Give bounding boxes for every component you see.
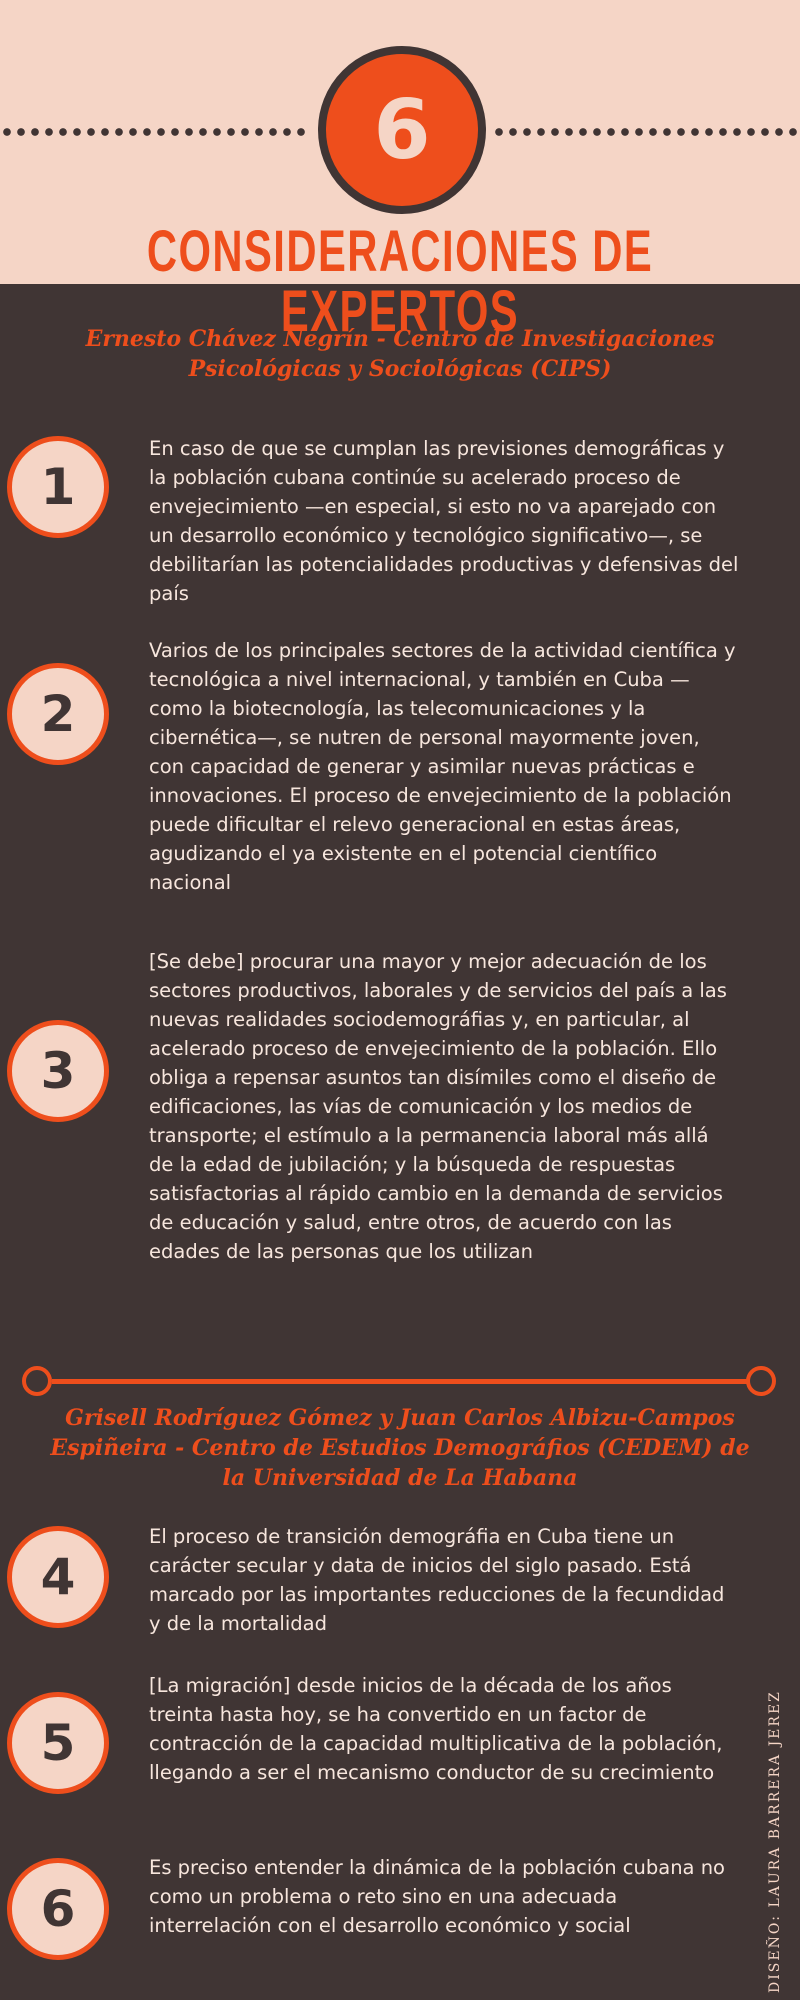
number-badge-1: 1 (7, 436, 109, 538)
header-number-badge: 6 (318, 46, 486, 214)
item-text-4: El proceso de transición demográfia en Cuba tiene un carácter secular y data de inicios del siglo pasado. Está marcado por las importantes reducciones de la fecundidad y de la mortalidad (149, 1525, 725, 1635)
number-badge-6: 6 (7, 1858, 109, 1960)
item-text-3: [Se debe] procurar una mayor y mejor adecuación de los sectores productivos, laborales y de servicios del país a las nuevas realidades sociodemográfias y, en particular, al acelerado proceso de envejecimiento de la población. Ello obliga a repensar asuntos tan disímiles como el diseño de edificaciones, las vías de comunicación y los medios de transporte; el estímulo a la permanencia laboral más allá de la edad de jubilación; y la búsqueda de respuestas satisfactorias al rápido cambio en la demanda de servicios de educación y salud, entre otros, de acuerdo con las edades de las personas que los utilizan (149, 950, 727, 1263)
dotted-line-left (0, 128, 308, 136)
header-banner (0, 0, 800, 344)
section1-title: Ernesto Chávez Negrín - Centro de Investigaciones Psicológicas y Sociológicas (CIPS) (85, 326, 715, 382)
item-text-1: En caso de que se cumplan las previsiones demográficas y la población cubana continúe su acelerado proceso de envejecimiento —en especial, si esto no va aparejado con un desarrollo económico y tecnológico significativo—, se debilitarían las potencialidades productivas y defensivas del país (149, 437, 739, 605)
item-text-6: Es preciso entender la dinámica de la población cubana no como un problema o reto sino en una adecuada interrelación con el desarrollo económico y social (149, 1856, 725, 1937)
item-text-2: Varios de los principales sectores de la actividad científica y tecnológica a nivel internacional, y también en Cuba —como la biotecnología, las telecomunicaciones y la cibernética—, se nutren de personal mayormente joven, con capacidad de generar y asimilar nuevas prácticas e innovaciones. El proceso de envejecimiento de la población puede dificultar el relevo generacional en estas áreas, agudizando el ya existente en el potencial científico nacional (149, 639, 736, 894)
divider-end-left (22, 1366, 52, 1396)
number-badge-3: 3 (7, 1020, 109, 1122)
section2-title: Grisell Rodríguez Gómez y Juan Carlos Albizu-Campos Espiñeira - Centro de Estudios Demográfios (CEDEM) de la Universidad de La Habana (50, 1405, 750, 1491)
number-badge-4: 4 (7, 1526, 109, 1628)
divider-end-right (746, 1366, 776, 1396)
number-badge-2: 2 (7, 663, 109, 765)
section-divider (52, 1379, 749, 1384)
dotted-line-right (492, 128, 800, 136)
page-title: CONSIDERACIONES DE EXPERTOS (146, 219, 654, 344)
design-credit: DISEÑO: LAURA BARRERA JEREZ (767, 1690, 783, 1993)
item-text-5: [La migración] desde inicios de la década de los años treinta hasta hoy, se ha convertido en un factor de contracción de la capacidad multiplicativa de la población, llegando a ser el mecanismo conductor de su crecimiento (149, 1674, 723, 1784)
number-badge-5: 5 (7, 1692, 109, 1794)
